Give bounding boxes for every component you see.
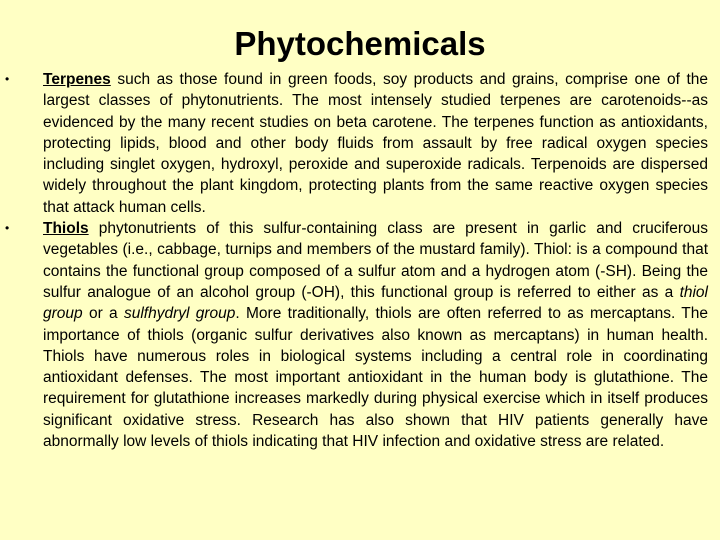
bullet-item-terpenes (5, 69, 708, 218)
sulfhydryl-group-term: sulfhydryl group (123, 305, 236, 323)
terpenes-description: such as those found in green foods, soy products and grains, comprise one of the largest classes of phytonutrients. The most intensely studied terpenes are carotenoids--as evidenced by the many recent studies on beta carotene. The terpenes function as antioxidants, protecting lipids, blood and other body fluids from assault by free radical oxygen species including singlet oxygen, hydroxyl, peroxide and superoxide radicals. Terpenoids are dispersed widely throughout the plant kingdom, protecting plants from the same reactive oxygen species that attack human cells. (43, 71, 708, 216)
thiols-description-part-3: . More traditionally, thiols are often referred to as mercaptans. The importance of thiols (organic sulfur derivatives also known as mercaptans) in human health. Thiols have numerous roles in biological systems including a central role in coordinating antioxidant defenses. The most important antioxidant in the human body is glutathione. The requirement for glutathione increases markedly during physical exercise which in itself produces significant oxidative stress. Research has also shown that HIV patients generally have abnormally low levels of thiols indicating that HIV infection and oxidative stress are related. (43, 305, 708, 451)
bullet-icon: • (5, 72, 10, 86)
thiol-group-term: thiol group (43, 283, 708, 323)
term-thiols: Thiols (43, 220, 89, 238)
thiols-description-part-2: or a (82, 305, 124, 323)
thiols-description-part-1: phytonutrients of this sulfur-containing class are present in garlic and cruciferous vegetables (i.e., cabbage, turnips and members of the mustard family). Thiol: is a compound that contains the functional group composed of a sulfur atom and a hydrogen atom (-SH). Being the sulfur analogue of an alcohol group (-OH), this functional group is referred to either as a (43, 220, 708, 301)
term-terpenes: Terpenes (43, 71, 111, 88)
slide-title: Phytochemicals (234, 25, 486, 62)
bullet-item-thiols (5, 218, 708, 452)
bullet-list (5, 69, 708, 452)
bullet-icon: • (5, 221, 10, 236)
